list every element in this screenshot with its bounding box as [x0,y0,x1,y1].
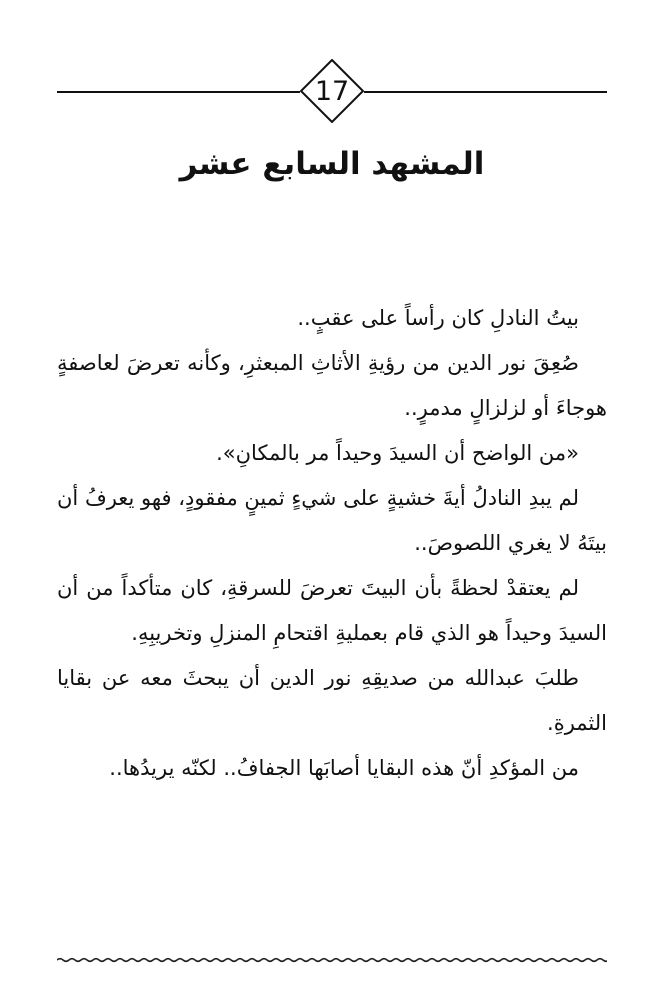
page-number: 17 [314,75,350,107]
paragraph-3: «من الواضح أن السيدَ وحيداً مر بالمكانِ». [216,441,579,465]
paragraph-7: من المؤكدِ أنّ هذه البقايا أصابَها الجفافُ.. لكنّه يريدُها.. [109,756,579,780]
paragraph-2: صُعِقَ نور الدين من رؤيةِ الأثاثِ المبعثرِ، وكأنه تعرضَ لعاصفةٍ هوجاءَ أو لزلزالٍ مدمرٍ.. [57,351,607,420]
paragraph-5: لم يعتقدْ لحظةً بأن البيتَ تعرضَ للسرقةِ، كان متأكداً من أن السيدَ وحيداً هو الذي قام بعمليةِ اقتحامِ المنزلِ وتخريبِهِ. [57,576,607,645]
chapter-title: المشهد السابع عشر [179,146,485,182]
paragraph-6: طلبَ عبدالله من صديقِهِ نور الدين أن يبحثَ معه عن بقايا الثمرةِ. [57,666,607,735]
body-text [57,296,607,791]
header-rule-left [57,91,300,93]
footer-wave-divider [57,955,607,965]
paragraph-1: بيتُ النادلِ كان رأساً على عقبٍ.. [297,306,579,330]
paragraph-4: لم يبدِ النادلُ أيةَ خشيةٍ على شيءٍ ثمينٍ مفقودٍ، فهو يعرفُ أن بيتَهُ لا يغري اللصوصَ.. [57,486,607,555]
header-rule-right [364,91,607,93]
